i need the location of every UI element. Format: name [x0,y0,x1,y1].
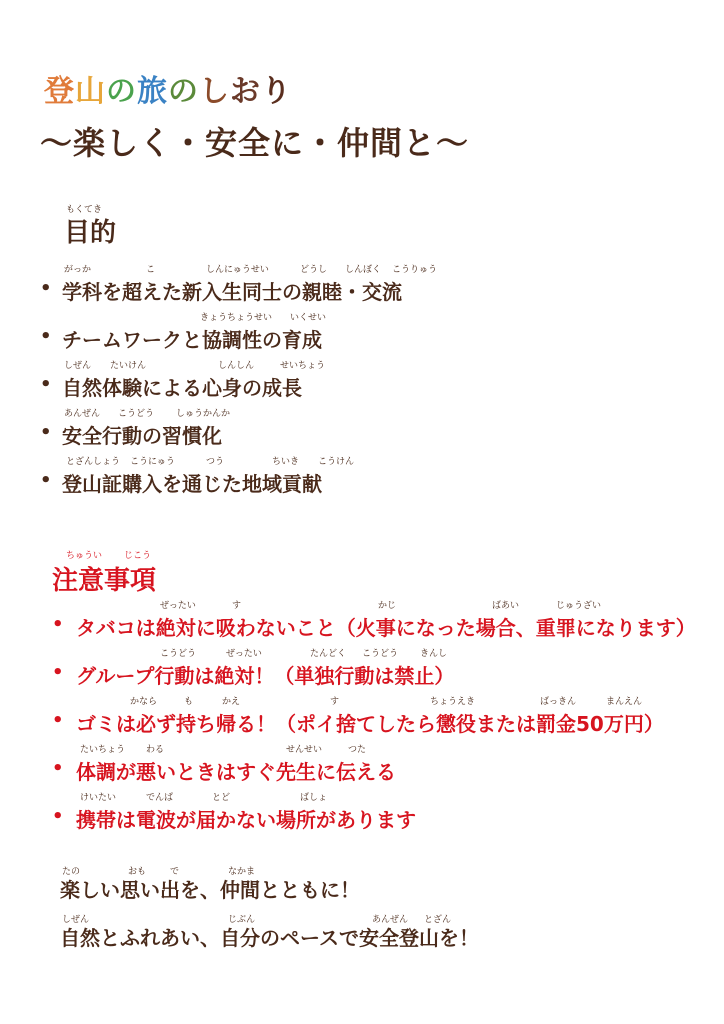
ruby-text: あんぜん [64,409,101,419]
title-char: し [199,74,230,109]
ruby-text: ぜったい [226,649,262,659]
title-char: の [168,74,199,109]
ruby-text: つた [348,745,367,755]
ruby-text: しんにゅうせい [206,265,269,275]
ruby-text: きょうちょうせい [200,313,273,323]
ruby-text: まんえん [606,697,643,707]
caution-heading: 注意事項 [52,566,157,596]
bullet-icon: • [40,278,52,299]
ruby-text: しぜん [62,915,90,925]
ruby-text: わる [146,745,165,755]
bullet-icon: • [52,758,64,779]
ruby-text: がっか [64,265,92,275]
bullet-icon: • [40,422,52,443]
ruby-text: こうにゅう [130,457,175,467]
list-item-text: チームワークと協調性の育成 [62,328,322,352]
ruby-text: せんせい [286,745,323,755]
ruby-text: あんぜん [372,915,409,925]
ruby-text: ばしょ [300,793,328,803]
ruby-text: かなら [130,697,158,707]
ruby-text: も [184,697,194,707]
ruby-text: たいちょう [80,745,126,755]
bullet-icon: • [52,710,64,731]
ruby-text: しゅうかんか [176,409,231,419]
list-item-text: 登山証購入を通じた地域貢献 [62,472,322,496]
ruby-text: でんぱ [146,793,174,803]
ruby-text: こうりゅう [392,265,438,275]
list-item-text: 体調が悪いときはすぐ先生に伝える [76,760,396,784]
bullet-icon: • [40,470,52,491]
ruby-text: たんどく [310,649,347,659]
bullet-icon: • [52,614,64,635]
ruby-text: ばあい [492,601,520,611]
ruby-text: ちいき [272,457,300,467]
list-item-text: 携帯は電波が届かない場所があります [76,808,416,832]
closing-line1: 楽しい思い出を、仲間とともに！ [60,878,360,902]
ruby-text: もくてき [66,205,103,215]
ruby-text: けいたい [80,793,117,803]
ruby-text: こうどう [118,409,155,419]
ruby-text: ぜったい [160,601,196,611]
ruby-text: つう [206,457,225,467]
bullet-icon: • [52,806,64,827]
ruby-text: こうけん [318,457,355,467]
title-char: り [261,74,292,109]
ruby-text: かじ [378,601,397,611]
ruby-text: たの [62,867,81,877]
list-item-text: 自然体験による心身の成長 [62,376,302,400]
ruby-text: で [170,867,180,877]
title-char: 旅 [137,74,168,109]
ruby-text: おも [128,867,147,877]
ruby-text: どうし [300,265,328,275]
bullet-icon: • [40,326,52,347]
ruby-text: いくせい [290,313,327,323]
ruby-text: とざんしょう [66,457,121,467]
subtitle: 〜楽しく・安全に・仲間と〜 [40,124,470,162]
ruby-text: じゅうざい [556,601,602,611]
title-char: 山 [75,74,106,109]
ruby-text: たいけん [110,361,147,371]
ruby-text: かえ [222,697,241,707]
ruby-text: こ [146,265,156,275]
purpose-heading: 目的 [64,218,117,248]
ruby-text: こうどう [362,649,399,659]
ruby-text: なかま [228,867,256,877]
list-item-text: タバコは絶対に吸わないこと（火事になった場合、重罪になります） [76,616,696,640]
ruby-text: す [232,601,242,611]
ruby-text: しんしん [218,361,255,371]
ruby-text: しんぼく [345,265,382,275]
list-item-text: グループ行動は絶対！（単独行動は禁止） [76,664,455,688]
ruby-text: じぶん [228,915,256,925]
ruby-text: ちょうえき [430,697,476,707]
title-char: 登 [44,74,75,109]
ruby-text: じこう [124,551,152,561]
ruby-text: とど [212,793,231,803]
ruby-text: こうどう [160,649,197,659]
list-item-text: 安全行動の習慣化 [62,424,222,448]
ruby-text: せいちょう [280,361,326,371]
closing-line2: 自然とふれあい、自分のペースで安全登山を！ [60,926,479,950]
title-char: の [106,74,137,109]
ruby-text: す [330,697,340,707]
title-char: お [230,74,261,109]
ruby-text: とざん [424,915,452,925]
list-item-text: ゴミは必ず持ち帰る！（ポイ捨てしたら懲役または罰金50万円） [76,712,664,736]
ruby-text: きんし [420,649,448,659]
ruby-text: ちゅうい [66,551,103,561]
list-item-text: 学科を超えた新入生同士の親睦・交流 [62,280,402,304]
bullet-icon: • [52,662,64,683]
ruby-text: ばっきん [540,697,577,707]
ruby-text: しぜん [64,361,92,371]
title [44,66,292,110]
bullet-icon: • [40,374,52,395]
